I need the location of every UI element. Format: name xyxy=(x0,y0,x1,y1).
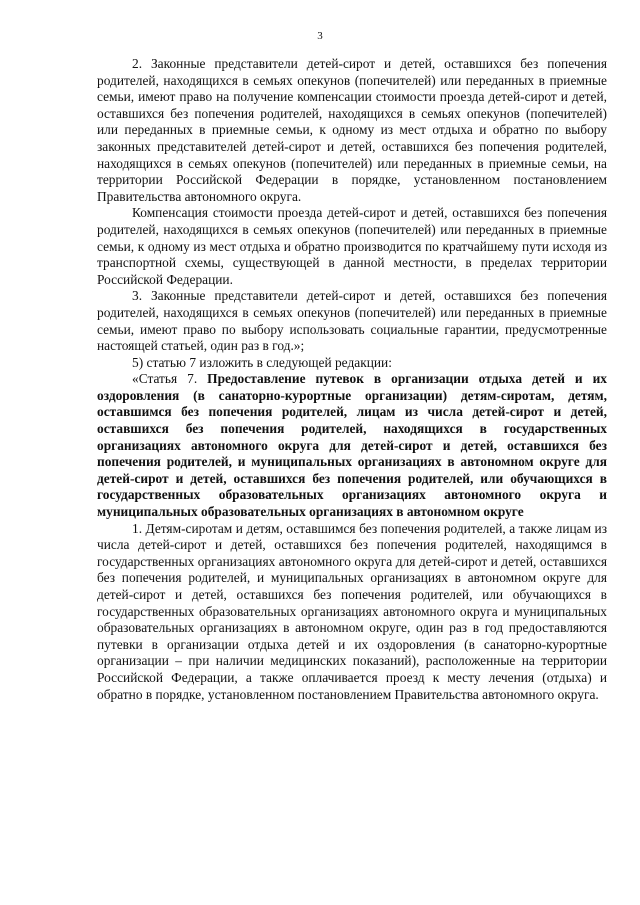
paragraph-compensation: Компенсация стоимости проезда детей-сирот и детей, оставшихся без попечения родителей, находящихся в семьях опекунов (попечителей) или переданных в приемные семьи, к одному из мест отдыха и обратно производится по кратчайшему пути исходя из транспортной схемы, существующей в данной местности, в пределах территории Российской Федерации. xyxy=(97,205,607,287)
article-7-item-1: 1. Детям-сиротам и детям, оставшимся без попечения родителей, а также лицам из числа детей-сирот и детей, оставшихся без попечения родителей, находящимся в государственных организациях автономного округа для детей-сирот и детей, оставшихся без попечения родителей, и муниципальных организациях в автономном округе для детей-сирот и детей, оставшихся без попечения родителей, или обучающихся в государственных образовательных организациях автономного округа и муниципальных образовательных организациях в автономном округе, один раз в год предоставляются путевки в организации отдыха детей и их оздоровления (в санаторно-курортные организации – при наличии медицинских показаний), расположенные на территории Российской Федерации, а также оплачивается проезд к месту лечения (отдыха) и обратно в порядке, установленном постановлением Правительства автономного округа. xyxy=(97,520,607,702)
document-body xyxy=(97,56,607,703)
article-7-title: Предоставление путевок в организации отдыха детей и их оздоровления (в санаторно-курортные организации) детям-сиротам, детям, оставшимся без попечения родителей, лицам из числа детей-сирот и детей, оставшихся без попечения родителей, находящихся в государственных организациях автономного округа для детей-сирот и детей, оставшихся без попечения родителей, и муниципальных организациях в автономном округе для детей-сирот и детей, оставшихся без попечения родителей, или обучающихся в государственных образовательных организациях автономного округа и муниципальных образовательных организациях в автономном округе xyxy=(97,371,607,520)
paragraph-3-social-guarantees: 3. Законные представители детей-сирот и детей, оставшихся без попечения родителей, находящихся в семьях опекунов (попечителей) или переданных в приемные семьи, имеют право по выбору использовать социальные гарантии, предусмотренные настоящей статьей, один раз в год.»; xyxy=(97,288,607,354)
paragraph-5-article-7: 5) статью 7 изложить в следующей редакции: xyxy=(132,354,392,370)
article-7-prefix: «Статья 7. xyxy=(132,371,208,387)
paragraph-2-legal-representatives: 2. Законные представители детей-сирот и детей, оставшихся без попечения родителей, находящихся в семьях опекунов (попечителей) или переданных в приемные семьи, имеют право на получение компенсации стоимости проезда детей-сирот и детей, оставшихся без попечения родителей, находящихся в семьях опекунов (попечителей) или переданных в приемные семьи, к одному из мест отдыха и обратно по выбору законных представителей детей-сирот и детей, оставшихся без попечения родителей, находящихся в семьях опекунов (попечителей) или переданных в приемные семьи, на территории Российской Федерации в порядке, установленном постановлением Правительства автономного округа. xyxy=(97,56,607,204)
article-7-heading xyxy=(97,371,607,520)
page-number: 3 xyxy=(317,30,323,42)
